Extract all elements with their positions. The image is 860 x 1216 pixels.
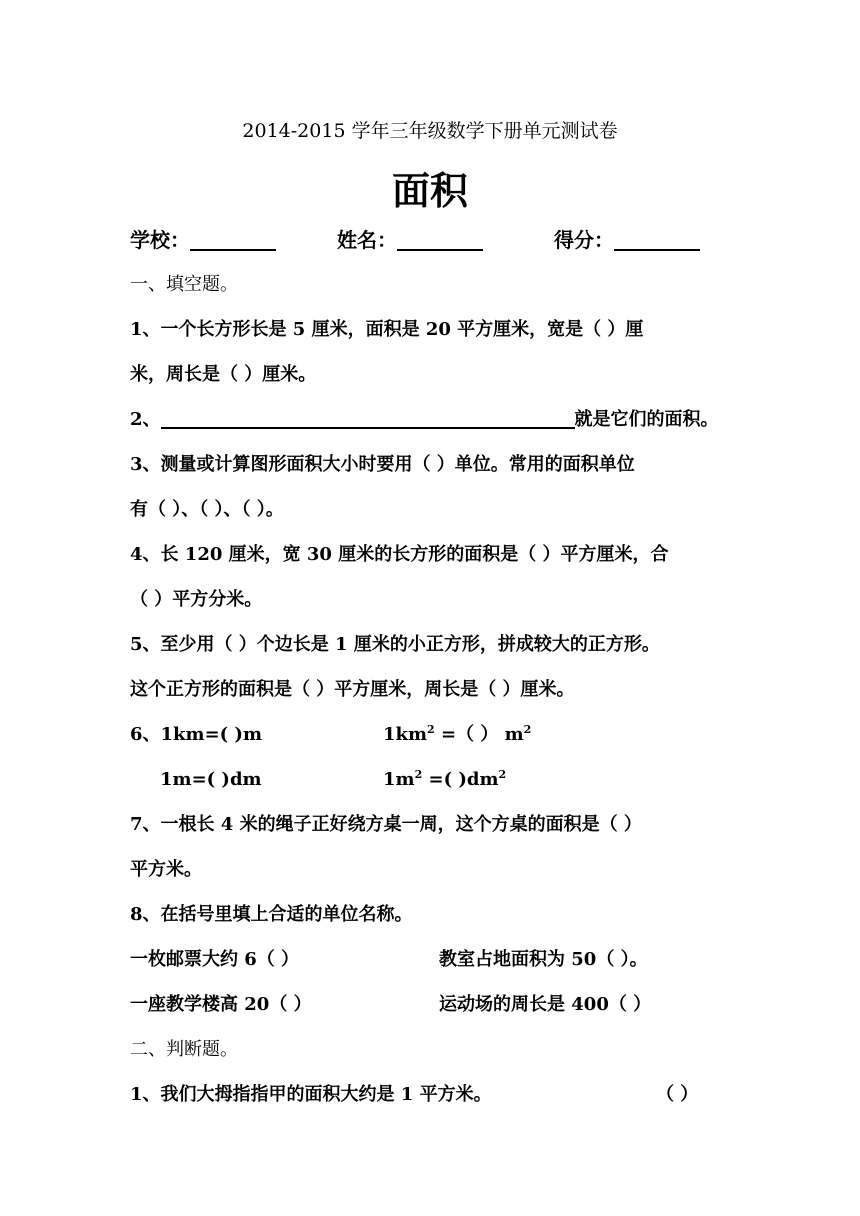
score-label: 得分： xyxy=(554,228,614,252)
q1-line2: 米，周长是（ ）厘米。 xyxy=(130,364,317,385)
q6-d-rest: =( )dm xyxy=(422,769,499,790)
q1-line1: 1、一个长方形长是 5 厘米，面积是 20 平方厘米，宽是（ ）厘 xyxy=(130,319,644,340)
q4-line1: 4、长 120 厘米，宽 30 厘米的长方形的面积是（ ）平方厘米，合 xyxy=(130,544,669,565)
q6-b-sup2: 2 xyxy=(523,723,532,736)
q2-line xyxy=(130,408,719,432)
q2-blank[interactable] xyxy=(161,409,575,429)
q8-heading: 8、在括号里填上合适的单位名称。 xyxy=(130,904,413,925)
school-label: 学校： xyxy=(130,228,190,252)
subject-title: 面积 xyxy=(391,168,468,213)
q6-d-sup2: 2 xyxy=(498,768,507,781)
q4-line2: （ ）平方分米。 xyxy=(130,589,263,610)
name-blank[interactable] xyxy=(397,231,483,251)
q7-line1: 7、一根长 4 米的绳子正好绕方桌一周，这个方桌的面积是（ ） xyxy=(130,814,642,835)
q7-line2: 平方米。 xyxy=(130,859,202,880)
q2-suffix: 就是它们的面积。 xyxy=(574,409,719,430)
q8-b: 教室占地面积为 50（ ）。 xyxy=(439,949,648,970)
q8-d: 运动场的周长是 400（ ） xyxy=(439,994,652,1015)
q6-b-sup: 2 xyxy=(427,723,435,736)
section1-heading: 一、填空题。 xyxy=(130,274,238,295)
score-blank[interactable] xyxy=(614,231,700,251)
q6-b-rest: =（ ） m xyxy=(434,724,524,745)
name-label: 姓名： xyxy=(337,228,397,252)
judge-q1-paren[interactable]: （ ） xyxy=(656,1084,699,1105)
q6-d-sup: 2 xyxy=(414,768,423,781)
school-blank[interactable] xyxy=(190,231,276,251)
q6-b-base: 1km xyxy=(383,724,428,745)
judge-q1: 1、我们大拇指指甲的面积大约是 1 平方米。 xyxy=(130,1084,492,1105)
q5-line1: 5、至少用（ ）个边长是 1 厘米的小正方形，拼成较大的正方形。 xyxy=(130,634,660,655)
exam-title: 2014-2015 学年三年级数学下册单元测试卷 xyxy=(242,120,618,142)
q6-d-base: 1m xyxy=(383,769,415,790)
q6-a: 6、1km=( )m xyxy=(130,724,262,745)
q3-line2: 有（ ）、（ ）、（ ）。 xyxy=(130,499,284,520)
q6-d xyxy=(383,768,506,794)
q8-a: 一枚邮票大约 6（ ） xyxy=(130,949,300,970)
q5-line2: 这个正方形的面积是（ ）平方厘米，周长是（ ）厘米。 xyxy=(130,679,575,700)
school-field xyxy=(130,228,276,252)
q3-line1: 3、测量或计算图形面积大小时要用（ ）单位。常用的面积单位 xyxy=(130,454,635,475)
score-field xyxy=(554,228,700,252)
q2-prefix: 2、 xyxy=(130,409,161,430)
name-field xyxy=(337,228,483,252)
section2-heading: 二、判断题。 xyxy=(130,1039,238,1060)
q8-c: 一座教学楼高 20（ ） xyxy=(130,994,312,1015)
q6-c: 1m=( )dm xyxy=(160,769,262,790)
q6-b xyxy=(383,723,531,749)
